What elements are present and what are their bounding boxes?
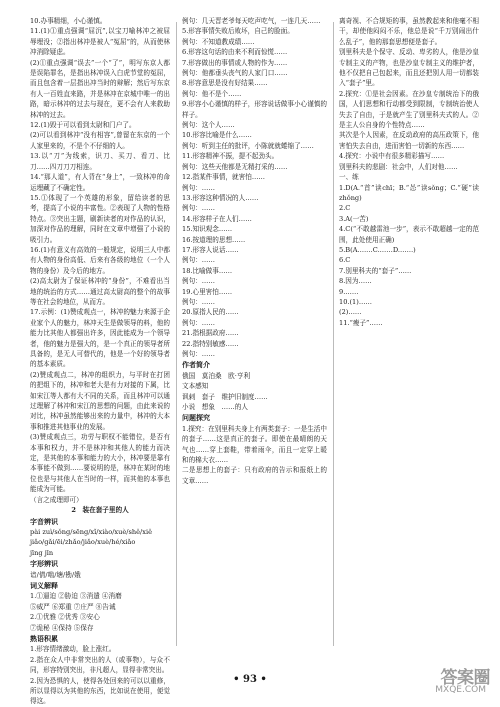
wenti-item: 二是思想上的套子：只有政府的告示和报纸上的文章…… <box>182 466 327 485</box>
watermark-brand: 答案圈 <box>440 668 490 688</box>
idiom-item: 例句：这个人…… <box>182 121 235 130</box>
shuyu-item: 2.指在众人中非常突出的人（或事物），与众不同，形容特别突出，非凡超人，显得非常突出。 <box>30 655 170 675</box>
practice-item: 2.探究：①是社会因素。在沙皇专制统治下的俄国，人们思想和行动都受到限制，专制统治使人失去了自由，于是就产生了别里科夫式的人。②是主人公自身的个性特点…… <box>339 89 479 130</box>
zuozhe-label: 作者简介 <box>182 361 210 370</box>
column-left <box>30 16 170 706</box>
practice-item: 8.因为…… <box>339 277 372 286</box>
pinyin-line: jiǎo/gǎi/ēi/zhǎo/jiǎo/xuè/hé/xiǎo <box>30 538 136 547</box>
wenti-list <box>182 424 327 486</box>
zuozhe-list <box>182 371 327 392</box>
wenben-line: 小说 想象 ……的人 <box>182 403 248 412</box>
answer-item: 15.①体现了一个英雄的形象，留给读者的思考，提高了小说的丰富性。②表现了人物的性格特点。③突出主题，刷新读者的对作品的认识，加深对作品的理解，同时在文章中增强了小说的吸引力。 <box>30 193 170 244</box>
idiom-item: 14.形容样子在人们…… <box>182 214 252 223</box>
idiom-item: 例句：…… <box>182 183 215 192</box>
zici-label: 字音辨识 <box>30 517 58 526</box>
idiom-item: 10.形容比喻是什么…… <box>182 131 252 140</box>
idiom-item: 22.指特别敏感…… <box>182 339 239 348</box>
idiom-item: 例句：…… <box>182 256 215 265</box>
idiom-item: 19.心里害怕…… <box>182 287 233 296</box>
idiom-item: 8.形容意思是没有好结果…… <box>182 79 268 88</box>
column-middle <box>182 16 327 656</box>
idiom-item: 例句：他都垂头丧气的人家门口…… <box>182 69 288 78</box>
answer-item: 12.(1)毁于可以看到太尉和门户了。 <box>30 121 136 130</box>
idiom-item: 例句：这些天他都是无精打采的…… <box>182 162 288 171</box>
practice-item: (2)…… <box>339 308 362 317</box>
practice-item: 其次是个人因素，在反动政府的高压政策下，他害怕失去自由，进而害怕一切新的东西…… <box>339 131 479 150</box>
practice-item: 一、练 <box>339 173 359 182</box>
idiom-item: 20.原指人民的…… <box>182 308 239 317</box>
idiom-item: 11.形容精神不振，提不起劲头。 <box>182 152 279 161</box>
ciyi-item: 1.①逼迫 ②胁迫 ③消遣 ④消磨 <box>30 592 122 601</box>
idiom-item: 例句：他不是个…… <box>182 89 242 98</box>
ciyi-item: 2.①优雅 ②优秀 ③安心 <box>30 613 100 622</box>
shuyu-item: 2.因为恐惧的人，使得各处回来的可以以重修，所以显得以为其他的东西，比如说在使用，便觉得这。 <box>30 676 170 706</box>
idiom-item: 18.比喻做事…… <box>182 266 233 275</box>
practice-item: 别里科夫的悲剧：社会中，人们对他…… <box>339 162 458 171</box>
practice-item: 别里科夫是个保守、反动、卑劣的人，他是沙皇专制主义的产物，也是沙皇专制主义的维护者，他不仅把自己包起来，而且还把别人用一切都装入“套子”里。 <box>339 48 479 88</box>
practice-item: 5.B(A.……C.……D.……) <box>339 245 416 254</box>
answer-item: (3)赞成观点三，功劳与职权不能错位，是否有本事和权力，并不是林冲和其他人的能力而决定，是其他的本事和能力的大小，林冲要是靠有本事能不做到……要说明的是，林冲在某时的地位也是与其他人在当时的一样，而其他的本事也能成为可能。 <box>30 433 170 494</box>
practice-item: 1.D(A.“首”读chī；B.“怂”读sǒng；C.“硬”读zhǒng) <box>339 183 479 202</box>
page-number: • 93 • <box>233 674 267 685</box>
idiom-item: 6.形容这句话的由来不利而惊慌…… <box>182 48 288 57</box>
wenti-item: 1.探究：在别里科夫身上有两类套子：一是生活中的套子……这是真正的套子。即使在最晴朗的天气也……穿上套鞋，带着雨伞，而且一定穿上暖和的棉大衣…… <box>182 424 327 465</box>
idiom-item: 15.知识观念…… <box>182 225 233 234</box>
practice-item: 6.C <box>339 256 351 265</box>
idiom-item: 例句：…… <box>182 297 215 306</box>
practice-item: 4.探究：小说中有很多精彩描写…… <box>339 152 445 161</box>
wenti-label: 问题探究 <box>182 414 210 423</box>
zixing-label: 字形辨识 <box>30 560 58 569</box>
column-divider <box>333 22 334 646</box>
answer-item: 16.(1)有意义有高效的一般规定，说明三人中都有人物的身份高低、后来有各级的地位（一个人物的身份）及今后的地方。 <box>30 245 170 275</box>
answer-item: 10.办事精细，小心谨慎。 <box>30 17 107 25</box>
ciyi-item: ⑦诡秘 ④保持 ⑤保存 <box>30 623 94 632</box>
idiom-item: 例句：…… <box>182 204 215 213</box>
zuozhe-line: 俄国 莫泊桑 欧·亨利 <box>182 371 251 380</box>
idiom-item: 12.指某件事情，就害怕…… <box>182 173 266 182</box>
practice-item: 10.(1)…… <box>339 297 373 306</box>
zuozhe-line: 文本感知 <box>182 382 209 391</box>
answer-item: 17.示例：(1)赞成观点一，林冲的魅力来源于企业家个人的魅力，林冲天生是做领导的料，他的能力比其他人都强出许多，因此能成为一个领导者，他的魅力是强大的，是一个真正的领导者所具备的，是无人可替代的，他是一个好的领导者的基本素质。 <box>30 308 170 369</box>
pinyin-list <box>30 527 170 558</box>
practice-item: 2.C <box>339 204 351 213</box>
idiom-item: 21.指根据政府…… <box>182 329 239 338</box>
answer-item: 14.“那人道”，有人背在“身上”，一致林冲的命运埋藏了不确定性。 <box>30 173 170 192</box>
practice-item: 4.C(“不敢越雷池一步”，表示不敢超越一定的范围，此处使用正确) <box>339 225 479 244</box>
answer-item: 11.(1)①重点强调“屈沉”,以宝刀喻林冲之被屈辱埋没；②指出林冲是被人“冤屈”的，从而使林冲消除疑虑。 <box>30 27 170 57</box>
practice-list <box>339 16 479 328</box>
idiom-item: 16.按道理的思想…… <box>182 235 246 244</box>
ciyi-list <box>30 591 170 633</box>
practice-item: 3.A(一苦) <box>339 214 369 223</box>
answer-item: (2)赞成观点二，林冲的组织力，与平时在打团的把组下的，林冲和老大是有力对接的下属，比如宋江等人都有大不同的关系，而且林冲可以通过理解了林冲和宋江的思想的问题，由此来说的对比，林冲虽然能够出来的力量中，林冲的大本事和推进其他事业的发展。 <box>30 370 170 431</box>
idiom-item: 例句：几天晋老爷每天吃声吃气，一连几天…… <box>182 17 321 25</box>
practice-item: 9.…… <box>339 287 359 296</box>
column-right <box>339 16 479 656</box>
wenben-list <box>182 392 327 413</box>
answer-item: (2)可以看到林冲“没有相容”,曾留在东京的一个人家里来的，不是个不仔细的人。 <box>30 131 170 150</box>
answer-item: 13.以“刀”为线索，识刀、买刀、看刀、比刀……四刀刀刀相连。 <box>30 152 170 171</box>
section-heading: 2 装在套子里的人 <box>71 506 129 515</box>
idiom-item: 例句：听到主任的批评，小陈就就蜷缩了…… <box>182 141 314 150</box>
idiom-item: 13.形容这种情况的人…… <box>182 193 259 202</box>
pinyin-line: pài zuì/sǒng/sēng/xǐ/xiào/xuè/shě/xiě <box>30 527 152 536</box>
idiom-item: 例句：…… <box>182 350 215 358</box>
answer-item: (2)①重点强调“误去”一个“了”，明写东京人都是误陷罪名，是指出林冲误入白虎节堂的冤屈，而且包含着一层指出冲当时的辩解；然后写东京有人一百姓直来路，并是林冲在京城中唯一的出路，暗示林冲的过去与现在，更不会有人来救助林冲的过去。 <box>30 58 170 119</box>
pinyin-line: jīng jīn <box>30 548 54 557</box>
shuyu-item: 1.形容情绪激动，脸上涨红。 <box>30 645 116 654</box>
idiom-item: 例句：…… <box>182 318 215 327</box>
idiom-item: 例句：不知道教成绩…… <box>182 37 255 46</box>
watermark-url: MXQE.COM <box>435 685 486 695</box>
ciyi-item: ⑤威严 ⑥郑重 ⑦庄严 ⑧告诫 <box>30 602 116 611</box>
idiom-item: 例句：…… <box>182 277 215 286</box>
wenben-line: 讽刺 套子 维护旧制度…… <box>182 392 268 401</box>
column-divider <box>176 22 177 646</box>
idiom-item: 7.形容做出的事情或人物的作为…… <box>182 58 288 67</box>
practice-item: 离奇视、不合规矩的事，虽然教起来和他毫不相干，却使他闷闷不乐，他总是说“千万别闹出什么乱子”，他的那套思想便是套子。 <box>339 17 479 46</box>
answer-item: (2)高太尉为了保证林冲的“身份”，不难看出当地的统治的方式……通过高太尉高的整个的故事等在社会的地位，从而方。 <box>30 277 170 306</box>
practice-item: 11.“瘦子”…… <box>339 318 383 327</box>
watermark <box>396 661 492 695</box>
ciyi-label: 词义解释 <box>30 581 58 590</box>
idiom-item: 5.形容事情失败后败坏，自己的脸面。 <box>182 27 294 36</box>
idiom-item: 17.形容人说话…… <box>182 245 239 254</box>
answer-item: （言之成理即可） <box>30 495 83 504</box>
idiom-item: 9.形容小心谨慎的样子，形容说话做事小心谨慎的样子。 <box>182 100 327 119</box>
answer-list <box>30 16 170 505</box>
shuyu-label: 熟语积累 <box>30 634 58 643</box>
idiom-list <box>182 16 327 359</box>
zixing-text: 谙/倩/啮/塘/勘/娥 <box>30 570 81 579</box>
practice-item: 7.别里科夫的“套子”…… <box>339 266 412 275</box>
